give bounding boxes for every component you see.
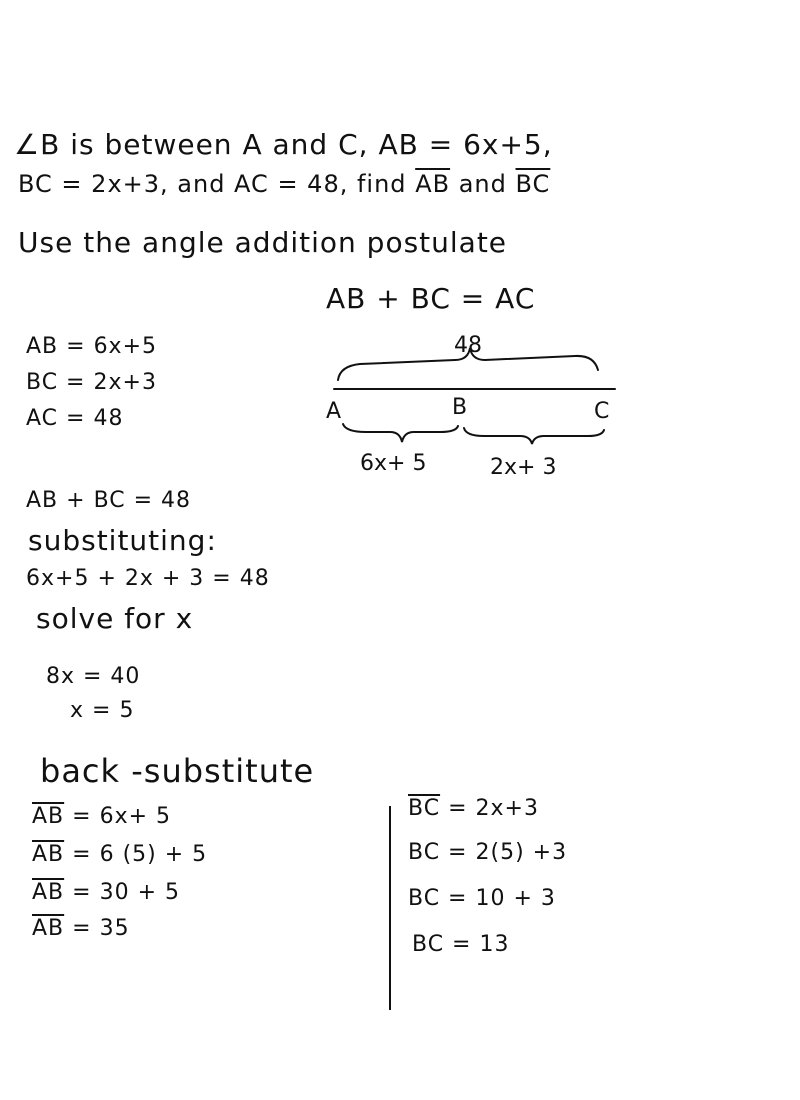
- given-bc: BC = 2x+3: [26, 370, 157, 395]
- problem-line-2-text: BC = 2x+3, and AC = 48, find: [18, 170, 407, 198]
- postulate-equation: AB + BC = AC: [326, 282, 536, 315]
- method-line: Use the angle addition postulate: [18, 226, 508, 259]
- ab-line-2: [32, 842, 207, 867]
- ab-name: $\overline{AB}$: [32, 916, 65, 941]
- problem-line-1: ∠B is between A and C, AB = 6x+5,: [14, 128, 553, 161]
- bc-length-label: 2x+ 3: [490, 455, 557, 480]
- solve-label: solve for x: [36, 602, 194, 635]
- ab-rest-2: = 6 (5) + 5: [72, 842, 208, 867]
- and-word: and: [458, 170, 507, 198]
- eq-x: x = 5: [70, 698, 135, 723]
- bc-line-1: [408, 796, 539, 821]
- ab-segment-label: $\overline{AB}$: [415, 170, 451, 198]
- ab-line-3: [32, 880, 180, 905]
- ab-brace: [343, 424, 458, 442]
- bc-line-4: BC = 13: [412, 932, 510, 957]
- ab-rest-3: = 30 + 5: [72, 880, 180, 905]
- ab-rest-1: = 6x+ 5: [72, 804, 172, 829]
- bc-line-2: BC = 2(5) +3: [408, 840, 568, 865]
- point-b-label: B: [452, 395, 468, 420]
- eq-8x: 8x = 40: [46, 664, 141, 689]
- ab-name: $\overline{AB}$: [32, 880, 65, 905]
- ab-rest-4: = 35: [72, 916, 130, 941]
- ab-line-4: [32, 916, 130, 941]
- ab-line-1: [32, 804, 171, 829]
- back-substitute-heading: back -substitute: [40, 752, 315, 790]
- point-c-label: C: [594, 399, 610, 424]
- substituting-label: substituting:: [28, 524, 217, 557]
- ab-name: $\overline{AB}$: [32, 804, 65, 829]
- total-label: 48: [454, 333, 482, 358]
- given-ab: AB = 6x+5: [26, 334, 158, 359]
- bc-rest-1: = 2x+3: [448, 796, 539, 821]
- bc-segment-label: $\overline{BC}$: [515, 170, 551, 198]
- bc-name: $\overline{BC}$: [408, 796, 441, 821]
- substituted-equation: 6x+5 + 2x + 3 = 48: [26, 566, 270, 591]
- bc-line-3: BC = 10 + 3: [408, 886, 556, 911]
- bc-brace: [464, 428, 604, 444]
- sum-equation: AB + BC = 48: [26, 488, 192, 513]
- ab-name: $\overline{AB}$: [32, 842, 65, 867]
- ab-length-label: 6x+ 5: [360, 451, 427, 476]
- given-ac: AC = 48: [26, 406, 124, 431]
- point-a-label: A: [326, 399, 342, 424]
